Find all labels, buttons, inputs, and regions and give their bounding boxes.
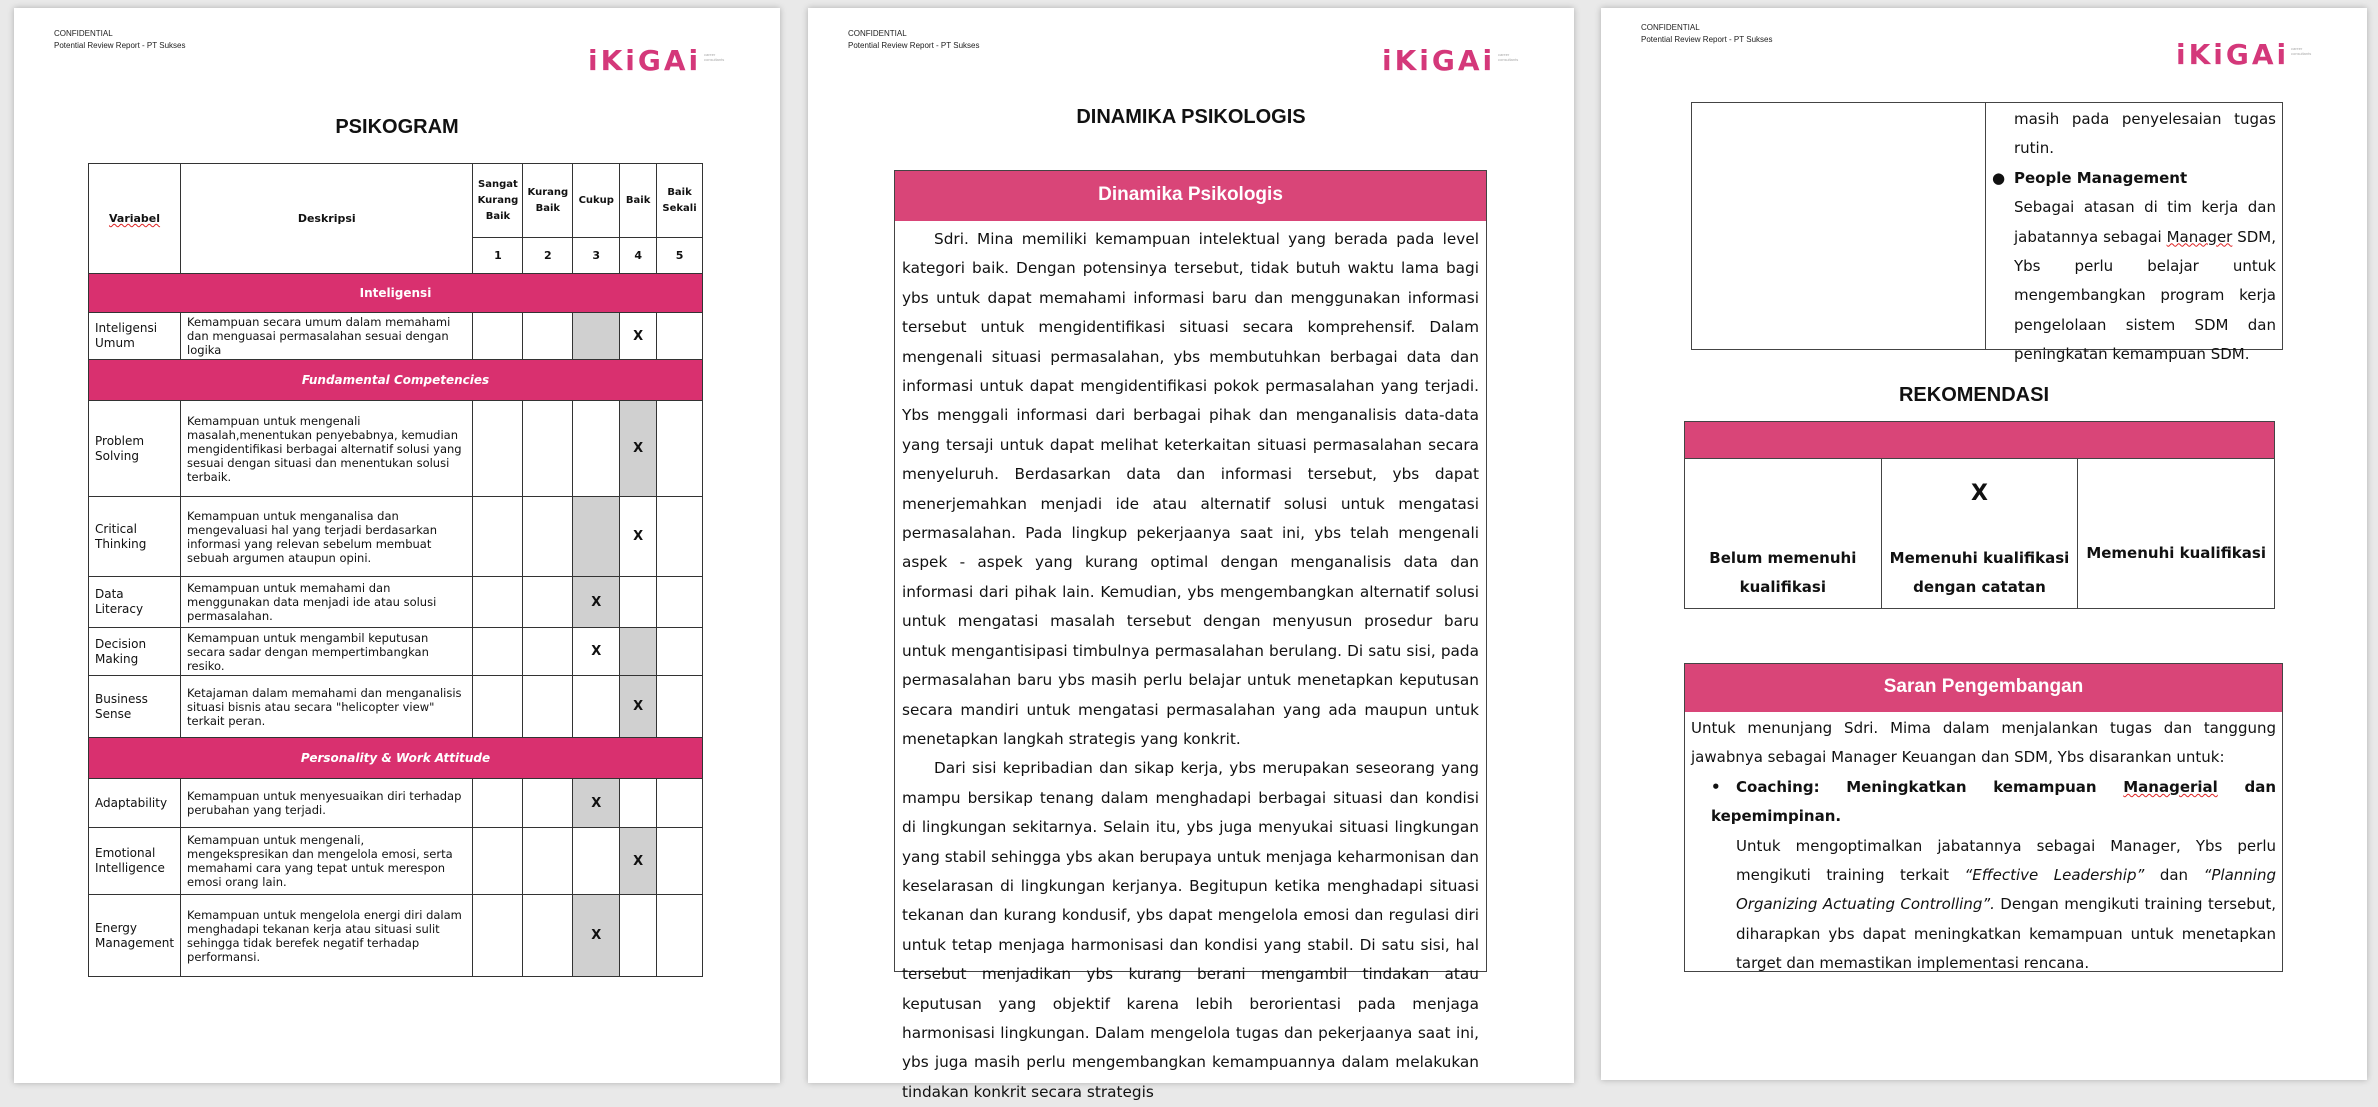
rek-mark: X [1971,481,1988,506]
variable-description: Kemampuan untuk memahami dan menggunakan data menjadi ide atau solusi permasalahan. [181,577,473,628]
score-cell [620,577,657,628]
continued-cell [1992,105,2276,370]
variable-description: Kemampuan untuk mengenali masalah,menentukan penyebabnya, kemudian mengidentifikasi berbagai alternatif solusi yang sesuai dengan situasi dan menentukan solusi terbaik. [181,401,473,497]
score-cell [473,628,523,676]
score-cell [523,895,573,977]
ikigai-logo: iKiGAi [1382,44,1496,77]
page-header [848,28,979,52]
variable-description: Kemampuan untuk mengenali, mengekspresikan dan mengelola emosi, serta memahami cara yang tepat untuk merespon emosi orang lain. [181,828,473,895]
score-mark: X [573,628,620,676]
paragraph: Dari sisi kepribadian dan sikap kerja, ybs merupakan seseorang yang mampu bersikap tenang dalam menghadapi berbagai situasi dan kondisi di lingkungan sekitarnya. Selain itu, ybs juga menyukai situasi lingkungan yang stabil sehingga ybs akan berupaya untuk menjaga keharmonisan dan keselarasan di lingkungan kerjanya. Begitupun ketika menghadapi situasi tekanan dan kurang kondusif, ybs dapat mengelola emosi dan regulasi diri untuk tetap menjaga harmonisasi dan kondisi yang stabil. Di satu sisi, hal tersebut menjadikan ybs kurang berani mengambil tindakan atau keputusan yang objektif karena lebih berorientasi pada menjaga harmonisasi lingkungan. Dalam mengelola tugas dan pekerjaanya saat ini, ybs juga masih perlu mengembangkan kemampuannya dalam melakukan tindakan konkrit secara strategis [902,759,1479,1101]
paragraph: Sdri. Mina memiliki kemampuan intelektual yang berada pada level kategori baik. Dengan potensinya tersebut, tidak butuh waktu lama bagi ybs untuk dapat memahami informasi baru dan menggunakan informasi tersebut untuk mengidentifikasi situasi secara komprehensif. Dalam mengenali situasi permasalahan, ybs membutuhkan berbagai data dan informasi untuk dapat mengidentifikasi pokok permasalahan yang terjadi. Ybs menggali informasi dari berbagai pihak dan menganalisis data-data yang tersaji untuk dapat melihat keterkaitan situasi permasalahan secara menyeluruh. Berdasarkan data dan informasi tersebut, ybs dapat menerjemahkan menjadi ide atau alternatif solusi untuk mengatasi permasalahan. Pada lingkup pekerjaanya saat ini, ybs telah mengenali aspek - aspek yang kurang optimal dengan menganalisis data dan informasi dari pihak lain. Kemudian, ybs mengembangkan alternatif solusi untuk mengatasi masalah tersebut dengan menyusun prosedur baru untuk mengantisipasi timbulnya permasalahan berulang. Di satu sisi, pada permasalahan baru ybs masih perlu belajar untuk menetapkan keputusan secara mandiri untuk mengatasi permasalahan yang ada maupun untuk menetapkan langkah strategis yang konkrit. [902,230,1479,748]
logo-tagline: career consultants [2291,46,2312,56]
category-label: Personality & Work Attitude [89,738,703,779]
scale-number: 5 [657,238,703,274]
page-header [54,28,185,52]
scale-number: 2 [523,238,573,274]
page-dinamika [808,8,1574,1101]
table-row [89,828,703,895]
page-title: DINAMIKA PSIKOLOGIS [1076,106,1306,128]
page-title: PSIKOGRAM [335,116,459,138]
variable-name: Data Literacy [89,577,181,628]
saran-intro: Untuk menunjang Sdri. Mima dalam menjalankan tugas dan tanggung jawabnya sebagai Manager Keuangan dan SDM, Ybs disarankan untuk: [1691,719,2276,767]
report-label: Potential Review Report - PT Sukses [848,41,980,50]
scale-label: Kurang Baik [523,164,573,238]
variable-name: Critical Thinking [89,497,181,577]
score-mark: X [620,497,657,577]
table-row [89,313,703,360]
table-row [89,577,703,628]
saran-title: Saran Pengembangan [1685,664,2282,712]
scale-label: Cukup [573,164,620,238]
variable-name: Inteligensi Umum [89,313,181,360]
score-cell [523,313,573,360]
variable-description: Ketajaman dalam memahami dan menganalisis situasi bisnis atau secara "helicopter view" terkait peran. [181,676,473,738]
page-rekomendasi [1601,8,2367,1080]
variable-description: Kemampuan secara umum dalam memahami dan menguasai permasalahan sesuai dengan logika [181,313,473,360]
score-cell [657,676,703,738]
score-cell [473,779,523,828]
score-cell [573,313,620,360]
variable-name: Adaptability [89,779,181,828]
logo-tagline: career consultants [704,52,725,62]
dinamika-text [895,221,1486,1107]
confidential-label: CONFIDENTIAL [848,29,907,38]
scale-label: Baik [620,164,657,238]
category-label: Fundamental Competencies [89,360,703,401]
score-mark: X [620,313,657,360]
score-mark: X [620,676,657,738]
score-cell [473,895,523,977]
score-cell [473,313,523,360]
score-mark: X [620,401,657,497]
saran-text [1685,712,2282,979]
rek-option-memenuhi: Memenuhi kualifikasi [2078,459,2275,609]
confidential-label: CONFIDENTIAL [54,29,113,38]
score-cell [657,401,703,497]
score-cell [573,401,620,497]
scale-number: 1 [473,238,523,274]
score-cell [473,401,523,497]
variable-name: Business Sense [89,676,181,738]
score-cell [657,577,703,628]
column-header-variabel: Variabel [89,164,181,274]
variable-name: Energy Management [89,895,181,977]
saran-box [1684,663,2283,972]
logo-tagline: career consultants [1498,52,1519,62]
bullet-heading: ● People Management [1992,168,2188,187]
table-row [89,779,703,828]
score-cell [657,497,703,577]
coaching-text: Untuk mengoptimalkan jabatannya sebagai Manager, Ybs perlu mengikuti training terkait “Effective Leadership” dan “Planning Organizing Actuating Controlling”. Dengan mengikuti training tersebut, diharapkan ybs dapat meningkatkan kemampuan untuk menetapkan target dan memastikan implementasi rencana. [1736,836,2276,973]
score-cell [473,497,523,577]
table-row [89,497,703,577]
dinamika-box [894,170,1487,1101]
ikigai-logo: iKiGAi [2176,38,2290,71]
rek-option-catatan: X Memenuhi kualifikasi dengan catatan [1881,459,2078,609]
rekomendasi-title: REKOMENDASI [1898,384,2049,406]
scale-number: 4 [620,238,657,274]
variable-description: Kemampuan untuk mengelola energi diri dalam menghadapi tekanan kerja atau situasi sulit sehingga tidak berefek negatif terhadap performansi. [181,895,473,977]
score-cell [523,779,573,828]
scale-label: Sangat Kurang Baik [473,164,523,238]
page-header [1641,22,1772,46]
score-cell [523,676,573,738]
score-mark: X [573,577,620,628]
table-row [89,401,703,497]
confidential-label: CONFIDENTIAL [1641,23,1700,32]
score-cell [523,628,573,676]
variable-name: Emotional Intelligence [89,828,181,895]
score-cell [523,497,573,577]
score-cell [473,577,523,628]
score-mark: X [573,779,620,828]
score-cell [523,577,573,628]
variable-description: Kemampuan untuk menyesuaikan diri terhadap perubahan yang terjadi. [181,779,473,828]
table-row [89,628,703,676]
score-cell [473,676,523,738]
continued-table [1691,102,2283,364]
page-psikogram [14,8,780,1083]
category-label: Inteligensi [89,274,703,313]
score-cell [523,401,573,497]
category-row [89,360,703,401]
score-cell [523,828,573,895]
score-cell [657,779,703,828]
table-row [89,676,703,738]
score-cell [573,497,620,577]
report-label: Potential Review Report - PT Sukses [1641,35,1773,44]
continued-line: masih pada penyelesaian tugas rutin. [2014,110,2276,158]
rek-option-belum: Belum memenuhi kualifikasi [1685,459,1882,609]
score-mark: X [620,828,657,895]
category-row [89,738,703,779]
table-row [89,895,703,977]
psikogram-table [88,163,703,977]
dinamika-box-title: Dinamika Psikologis [895,171,1486,221]
coaching-heading: • Coaching: Meningkatkan kemampuan Managerial dan kepemimpinan. [1711,777,2276,826]
score-cell [657,628,703,676]
scale-number: 3 [573,238,620,274]
score-mark: X [573,895,620,977]
bullet-text: Sebagai atasan di tim kerja dan jabatannya sebagai Manager SDM, Ybs perlu belajar untuk mengembangkan program kerja pengelolaan sistem SDM dan peningkatan kemampuan SDM. [2014,198,2276,364]
score-cell [620,628,657,676]
score-cell [573,828,620,895]
ikigai-logo: iKiGAi [588,44,702,77]
score-cell [573,676,620,738]
variable-description: Kemampuan untuk menganalisa dan mengevaluasi hal yang terjadi berdasarkan informasi yang relevan sebelum membuat sebuah argumen ataupun opini. [181,497,473,577]
score-cell [657,313,703,360]
category-row [89,274,703,313]
variable-description: Kemampuan untuk mengambil keputusan secara sadar dengan mempertimbangkan resiko. [181,628,473,676]
score-cell [657,895,703,977]
scale-label: Baik Sekali [657,164,703,238]
rekomendasi-table [1684,421,2275,609]
score-cell [473,828,523,895]
variable-name: Decision Making [89,628,181,676]
column-header-deskripsi: Deskripsi [181,164,473,274]
score-cell [620,779,657,828]
score-cell [657,828,703,895]
report-label: Potential Review Report - PT Sukses [54,41,186,50]
score-cell [620,895,657,977]
variable-name: Problem Solving [89,401,181,497]
